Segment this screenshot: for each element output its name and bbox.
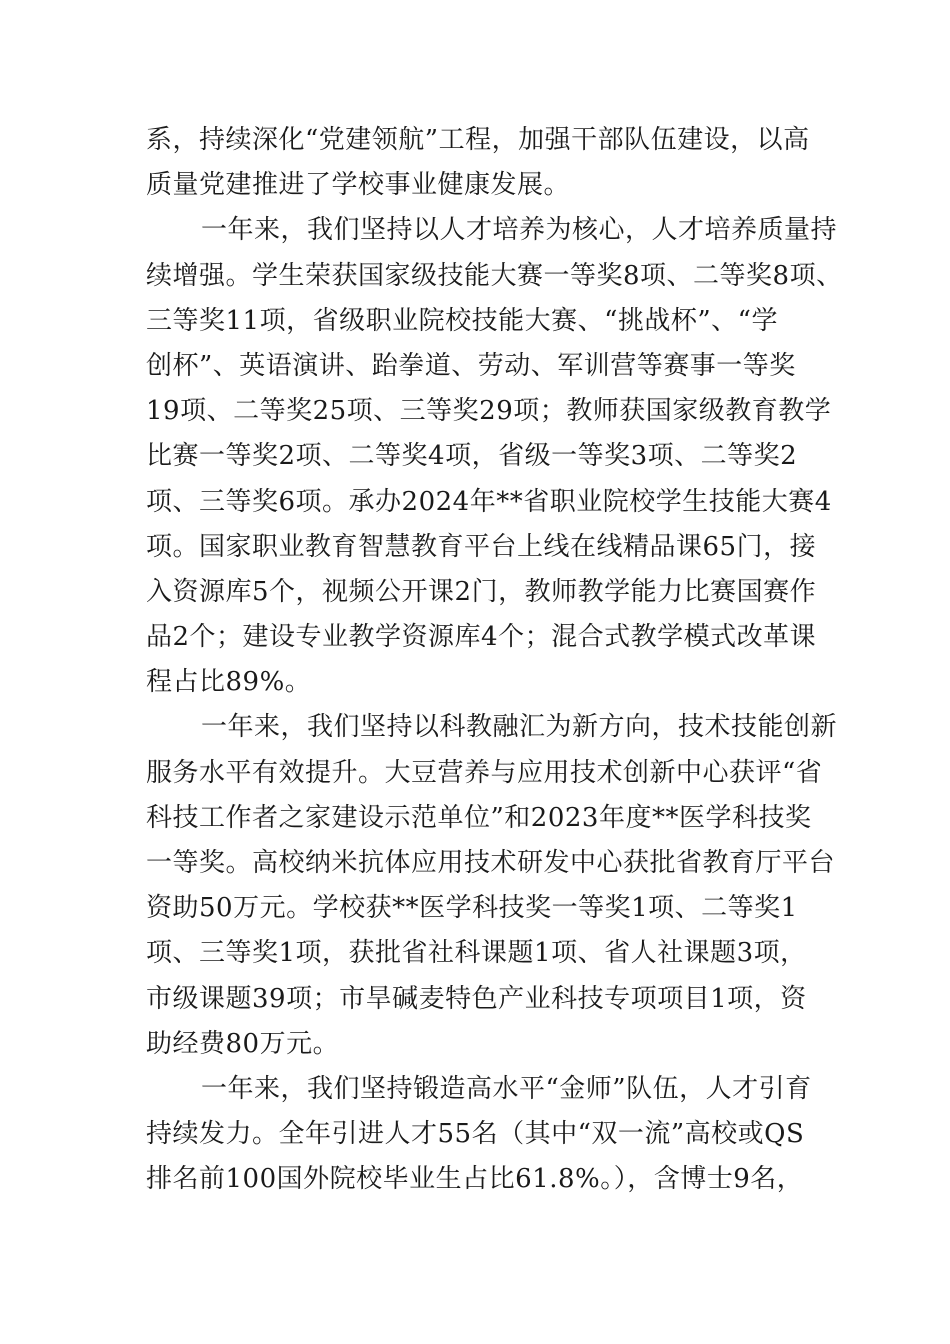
paragraph-start-line: 一年来，我们坚持以科教融汇为新方向，技术技能创新 xyxy=(201,712,838,743)
text-line: 排名前100国外院校毕业生占比61.8%。），含博士9名， xyxy=(146,1164,804,1195)
text-line: 市级课题39项；市旱碱麦特色产业科技专项项目1项，资 xyxy=(146,983,807,1014)
text-line: 系，持续深化“党建领航”工程，加强干部队伍建设，以高 xyxy=(146,125,810,155)
text-line: 比赛一等奖2项、二等奖4项，省级一等奖3项、二等奖2 xyxy=(146,441,798,472)
text-line: 一等奖。高校纳米抗体应用技术研发中心获批省教育厅平台 xyxy=(146,848,836,878)
document-body xyxy=(146,118,843,1203)
text-line: 项、三等奖6项。承办2024年**省职业院校学生技能大赛4 xyxy=(146,486,832,517)
text-line: 服务水平有效提升。大豆营养与应用技术创新中心获评“省 xyxy=(146,757,823,788)
text-line: 品2个；建设专业教学资源库4个；混合式教学模式改革课 xyxy=(146,622,817,653)
text-line: 19项、二等奖25项、三等奖29项；教师获国家级教育教学 xyxy=(146,396,832,427)
text-line: 资助50万元。学校获**医学科技奖一等奖1项、二等奖1 xyxy=(146,893,798,924)
text-line: 科技工作者之家建设示范单位”和2023年度**医学科技奖 xyxy=(146,802,812,833)
text-line: 续增强。学生荣获国家级技能大赛一等奖8项、二等奖8项、 xyxy=(146,260,843,291)
text-line: 项、三等奖1项，获批省社科课题1项、省人社课题3项， xyxy=(146,938,807,969)
paragraph-start-line: 一年来，我们坚持以人才培养为核心，人才培养质量持 xyxy=(201,215,838,246)
paragraph-start-line: 一年来，我们坚持锻造高水平“金师”队伍，人才引育 xyxy=(201,1073,812,1104)
text-line: 创杯”、英语演讲、跆拳道、劳动、军训营等赛事一等奖 xyxy=(146,350,796,381)
text-line: 程占比89%。 xyxy=(146,667,312,698)
text-line: 持续发力。全年引进人才55名（其中“双一流”高校或QS xyxy=(146,1119,805,1150)
text-line: 项。国家职业教育智慧教育平台上线在线精品课65门，接 xyxy=(146,531,817,562)
text-line: 助经费80万元。 xyxy=(146,1028,340,1059)
text-line: 三等奖11项，省级职业院校技能大赛、“挑战杯”、“学 xyxy=(146,305,778,336)
text-line: 入资源库5个，视频公开课2门，教师教学能力比赛国赛作 xyxy=(146,576,817,607)
text-line: 质量党建推进了学校事业健康发展。 xyxy=(146,170,571,201)
